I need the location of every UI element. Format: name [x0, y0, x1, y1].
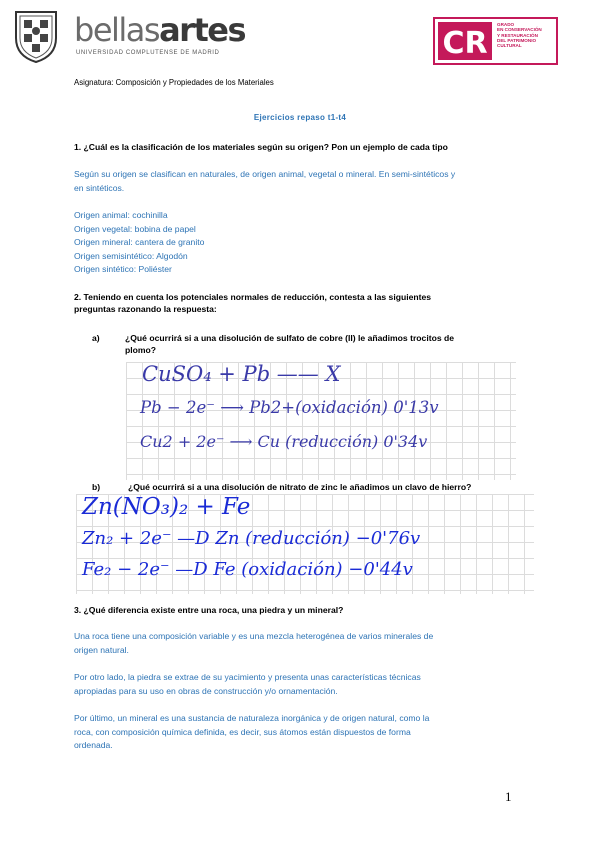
cr-line: EN CONSERVACIÓN [497, 27, 542, 33]
subject-line: Asignatura: Composición y Propiedades de los Materiales [74, 78, 274, 87]
handwriting-line: Cu2 + 2e⁻ ⟶ Cu (reducción) 0'34v [140, 432, 428, 451]
answer-3-line: roca, con composición química definida, es decir, sus átomos están dispuestos de forma [74, 726, 411, 737]
page-title: Ejercicios repaso t1-t4 [253, 113, 347, 122]
answer-3-line: origen natural. [74, 644, 129, 655]
question-2a-line: plomo? [125, 345, 157, 355]
logo-subtitle: UNIVERSIDAD COMPLUTENSE DE MADRID [76, 50, 220, 56]
handwriting-image-b [76, 494, 534, 594]
answer-3-line: apropiadas para su uso en obras de construcción y/o ornamentación. [74, 685, 338, 696]
example-vegetal: Origen vegetal: bobina de papel [74, 223, 196, 234]
question-2b-label: b) [92, 482, 101, 492]
page-number: 1 [505, 789, 512, 804]
handwriting-image-a [126, 362, 516, 480]
cr-degree-text [497, 22, 559, 48]
handwriting-line: Zn(NO₃)₂ + Fe [82, 494, 251, 520]
cr-line: Y RESTAURACIÓN [497, 32, 538, 38]
handwriting-line: Zn₂ + 2e⁻ —D Zn (reducción) −0'76v [82, 528, 421, 549]
question-2b: ¿Qué ocurrirá si a una disolución de nitrato de zinc le añadimos un clavo de hierro? [128, 482, 472, 492]
example-animal: Origen animal: cochinilla [74, 210, 168, 220]
handwriting-line: Fe₂ − 2e⁻ —D Fe (oxidación) −0'44v [82, 559, 413, 580]
university-shield-logo [12, 8, 60, 64]
question-2a [125, 332, 515, 356]
question-2a-label: a) [92, 333, 100, 343]
question-2-line: 2. Teniendo en cuenta los potenciales normales de reducción, contesta a las siguientes [74, 292, 432, 302]
answer-3-line: Una roca tiene una composición variable y es una mezcla heterogénea de varios minerales de [74, 631, 434, 641]
example-sintetico: Origen sintético: Poliéster [74, 264, 172, 274]
handwriting-line: CuSO₄ + Pb —— X [142, 362, 341, 386]
answer-3 [74, 630, 534, 753]
answer-3-line: Por otro lado, la piedra se extrae de su yacimiento y presenta unas características técnicas [74, 672, 421, 682]
example-semisintetico: Origen semisintético: Algodón [74, 250, 188, 261]
cr-line: GRADO [497, 22, 515, 27]
answer-3-line: ordenada. [74, 740, 113, 750]
question-2-line: preguntas razonando la respuesta: [74, 304, 217, 314]
bellasartes-logo [74, 11, 245, 49]
logo-main: bellas [74, 11, 160, 49]
answer-1 [74, 168, 534, 277]
cr-line: CULTURAL [497, 43, 522, 49]
cr-letters: CR [442, 26, 488, 61]
question-2-intro [74, 291, 514, 315]
answer-3-line: Por último, un mineral es una sustancia de naturaleza inorgánica y de origen natural, como la [74, 713, 430, 723]
logo-accent: artes [159, 11, 245, 49]
question-3: 3. ¿Qué diferencia existe entre una roca, una piedra y un mineral? [74, 605, 344, 615]
question-1: 1. ¿Cuál es la clasificación de los materiales según su origen? Pon un ejemplo de cada tipo [74, 142, 448, 152]
question-2a-line: ¿Qué ocurrirá si a una disolución de sulfato de cobre (II) le añadimos trocitos de [125, 333, 455, 343]
handwriting-line: Pb − 2e⁻ ⟶ Pb2+(oxidación) 0'13v [140, 398, 439, 417]
answer-1-line: en sintéticos. [74, 182, 125, 193]
answer-1-line: Según su origen se clasifican en naturales, de origen animal, vegetal o mineral. En semi-sintéticos y [74, 169, 456, 179]
example-mineral: Origen mineral: cantera de granito [74, 237, 205, 247]
cr-line: DEL PATRIMONIO [497, 37, 537, 43]
